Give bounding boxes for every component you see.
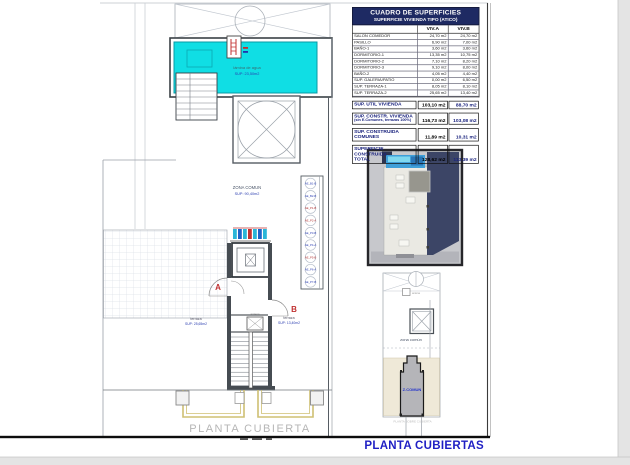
upper-core-label: Z.COMUN [402, 387, 422, 392]
areas-table [352, 7, 479, 164]
render-3d [368, 150, 462, 265]
summary-constr-comunes [352, 128, 479, 141]
summary-label-text: SUP. CONSTRUIDA COMUNES [354, 129, 399, 140]
area-value: 25,65 m2 [417, 90, 448, 96]
stairs [231, 332, 268, 388]
summary-util [352, 101, 479, 109]
area-label: DORMITORIO-1 [353, 53, 417, 59]
area-value: 6,90 m2 [417, 40, 448, 46]
area-label: SUP. TERRAZA-1 [353, 84, 417, 90]
upper-zona-comun-label: zona común [400, 337, 422, 342]
upper-roof-plan [383, 272, 440, 437]
antenna-label-small: antena [412, 292, 420, 295]
summary-label-text: SUP. UTIL VIVIENDA [354, 102, 402, 108]
lobby-door-arc [231, 281, 244, 294]
area-value: 0,00 m2 [417, 78, 448, 84]
summary-label-line2: TOTAL [354, 156, 370, 162]
area-value: 3,60 m2 [448, 46, 479, 52]
summary-value-a: 103,10 m2 [417, 101, 447, 109]
pool-steps [176, 73, 217, 120]
zona-comun-label: ZONA COMUN [232, 185, 262, 190]
summary-label-line2: (sin E.Comunes, terrazas 100%) [354, 118, 412, 123]
column-header-blank [353, 25, 417, 33]
chimney-right [311, 391, 324, 405]
collector-label: AE_P2-A [304, 218, 317, 223]
main-plan-caption: PLANTA CUBIERTA [189, 423, 311, 435]
area-label: DORMITORIO-3 [353, 65, 417, 71]
areas-grid [352, 34, 479, 98]
collector-labels [305, 182, 317, 284]
door-b [272, 300, 297, 316]
collector-label: AE_P3-B [304, 230, 317, 235]
antenna-label: antena [250, 312, 260, 316]
area-label: DORMITORIO-2 [353, 59, 417, 65]
summary-value-a: 128,62 m2 [417, 145, 447, 164]
sheet-title: PLANTA CUBIERTAS [364, 440, 484, 452]
area-label: BAÑO-2 [353, 71, 417, 77]
collector-label: AE_P5-B [304, 255, 317, 260]
area-value: 8,10 m2 [448, 84, 479, 90]
collector-label: AE_P4-A [304, 243, 317, 248]
summary-value-b: 113,39 m2 [449, 145, 479, 164]
door-b-label: B [291, 305, 297, 314]
area-value: 6,50 m2 [448, 78, 479, 84]
area-value: 4,40 m2 [448, 71, 479, 77]
collector-label: AE_P1-B [304, 206, 317, 211]
collector-label: AE_B1-B [304, 181, 317, 186]
area-label: BAÑO-1 [353, 46, 417, 52]
terraza-left-area: SUP: 25,65m2 [184, 322, 208, 326]
area-value: 10,75 m2 [448, 53, 479, 59]
terrace-tile-hatch [104, 230, 228, 318]
skylight [233, 96, 300, 163]
areas-column-headers [352, 25, 479, 33]
area-value: 8,00 m2 [448, 65, 479, 71]
areas-table-subtitle: SUPERFICIE VIVIENDA TIPO (ATICO) [373, 17, 458, 23]
render-shadow [427, 152, 459, 255]
render-pergola [409, 171, 430, 192]
area-label: SUP. GALERIA/PATIO [353, 78, 417, 84]
bottom-parapets [103, 390, 332, 417]
areas-table-header [352, 7, 479, 25]
upper-plan-caption: PLANTA SOBRE CUBIERTA [393, 419, 432, 424]
door-a-label: A [215, 283, 221, 292]
area-value: 8,20 m2 [448, 59, 479, 65]
upper-core [401, 356, 424, 416]
terraza-left-label: terraza [190, 317, 202, 321]
column-header-viv-a: VIV.A [417, 25, 448, 33]
area-value: 24,70 m2 [448, 34, 479, 40]
terraza-right-area: SUP: 13,40m2 [277, 321, 301, 325]
area-value: 24,70 m2 [417, 34, 448, 40]
summary-label [352, 112, 416, 124]
area-value: 8,05 m2 [417, 84, 448, 90]
elevator [232, 243, 269, 277]
title-separator [0, 436, 490, 438]
summary-value-b: 88,70 m2 [449, 101, 479, 109]
area-value: 9,10 m2 [417, 65, 448, 71]
summary-value-a: 116,73 m2 [417, 112, 447, 124]
column-header-viv-b: VIV.B [448, 25, 479, 33]
collector-label: AE_P6-A [304, 267, 317, 272]
area-label: SALON COMEDOR [353, 34, 417, 40]
pool-area-label: SUP: 23,50m2 [234, 72, 260, 76]
caption-sub-marks [240, 438, 272, 440]
summary-label [352, 145, 416, 164]
pool-label: lámina de agua [233, 65, 261, 70]
area-value: 7,00 m2 [448, 40, 479, 46]
area-value: 7,10 m2 [417, 59, 448, 65]
summary-label [352, 101, 416, 109]
area-value: 13,40 m2 [448, 90, 479, 96]
main-roof-plan [103, 4, 332, 440]
summary-total [352, 145, 479, 164]
summary-value-a: 11,89 m2 [417, 128, 447, 141]
collector-label: AE_P7-B [304, 280, 317, 284]
summary-label-text: SUPERFICIE CONSTRUIDA [354, 146, 387, 157]
summary-value-b: 10,31 m2 [449, 128, 479, 141]
summary-label [352, 128, 416, 141]
areas-table-title: CUADRO DE SUPERFICIES [370, 9, 462, 17]
area-value: 3,60 m2 [417, 46, 448, 52]
neighbor-roof-x [175, 4, 330, 38]
zona-comun-area: SUP: 90,40m2 [234, 192, 260, 196]
rooftop-units [230, 228, 271, 241]
collector-label: AE_B2-B [304, 193, 317, 198]
area-value: 13,35 m2 [417, 53, 448, 59]
summary-label-text: SUP. CONSTR. VIVIENDA [354, 113, 413, 119]
terraza-right-label: terraza [283, 316, 295, 320]
collector-strip [301, 176, 323, 289]
area-value: 4,05 m2 [417, 71, 448, 77]
summary-constr-vivienda [352, 112, 479, 124]
summary-value-b: 103,08 m2 [449, 112, 479, 124]
area-label: PASILLO [353, 40, 417, 46]
chimney-left [176, 391, 189, 405]
area-label: SUP. TERRAZA-2 [353, 90, 417, 96]
